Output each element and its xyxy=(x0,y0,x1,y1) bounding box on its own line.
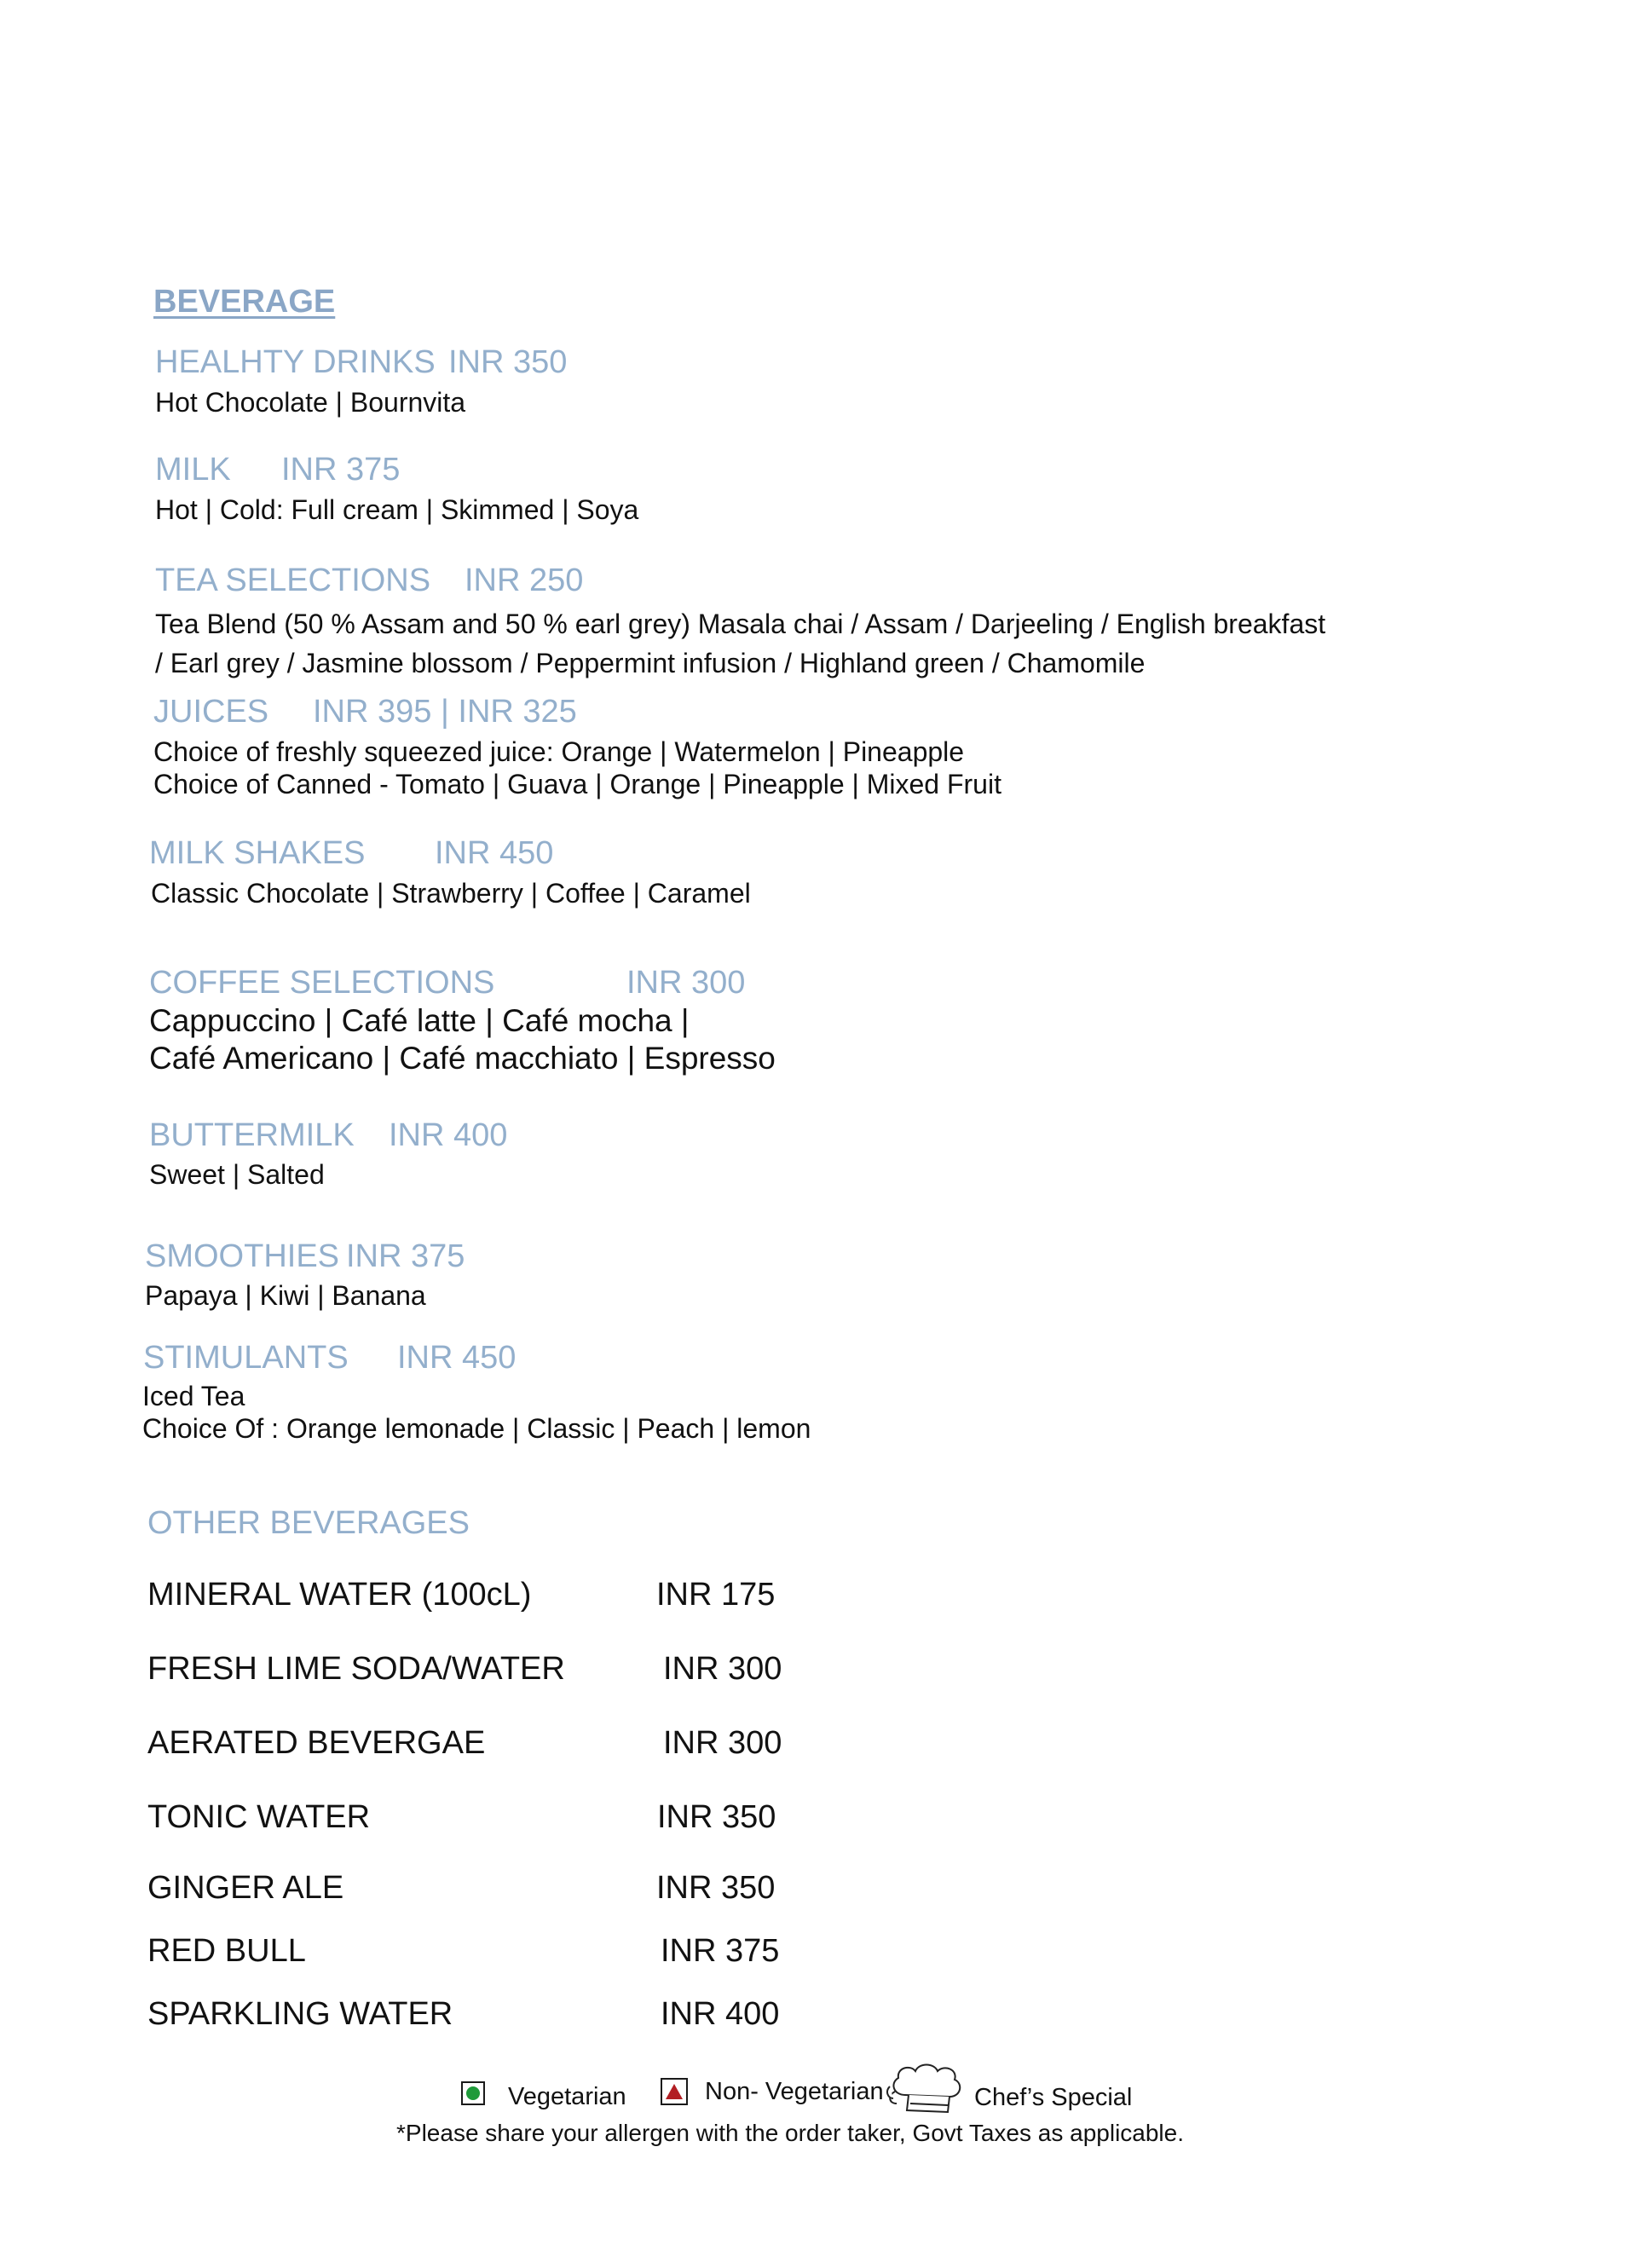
section-line: Tea Blend (50 % Assam and 50 % earl grey) Masala chai / Assam / Darjeeling / English breakfast xyxy=(155,609,1326,639)
other-item-price: INR 300 xyxy=(663,1725,782,1761)
other-item-name: FRESH LIME SODA/WATER xyxy=(147,1651,565,1687)
non-veg-triangle xyxy=(665,2083,684,2100)
section-price-coffee: INR 300 xyxy=(626,965,746,1001)
section-price-milk: INR 375 xyxy=(281,452,401,488)
section-line: Papaya | Kiwi | Banana xyxy=(145,1280,426,1311)
other-item-name: GINGER ALE xyxy=(147,1870,344,1906)
section-price-juices: INR 395 | INR 325 xyxy=(313,694,577,730)
section-line: Classic Chocolate | Strawberry | Coffee | Caramel xyxy=(151,878,751,909)
veg-dot xyxy=(466,2086,480,2100)
section-line: Choice of freshly squeezed juice: Orange | Watermelon | Pineapple xyxy=(153,736,965,767)
other-item-name: MINERAL WATER (100cL) xyxy=(147,1577,532,1613)
section-name-milk-shakes: MILK SHAKES xyxy=(149,835,366,871)
section-price-stimulants: INR 450 xyxy=(397,1340,517,1376)
allergen-note: *Please share your allergen with the order taker, Govt Taxes as applicable. xyxy=(396,2120,1184,2146)
section-name-buttermilk: BUTTERMILK xyxy=(149,1117,355,1153)
other-item-price: INR 375 xyxy=(661,1933,780,1969)
section-price-healthy-drinks: INR 350 xyxy=(448,344,568,380)
other-item-name: AERATED BEVERGAE xyxy=(147,1725,486,1761)
section-price-smoothies: INR 375 xyxy=(346,1238,465,1274)
section-line: Iced Tea xyxy=(142,1381,245,1411)
legend-chefs-special: Chef’s Special xyxy=(974,2084,1133,2111)
section-price-milk-shakes: INR 450 xyxy=(435,835,554,871)
other-item-price: INR 350 xyxy=(656,1870,776,1906)
other-item-name: SPARKLING WATER xyxy=(147,1996,453,2032)
other-item-price: INR 400 xyxy=(661,1996,780,2032)
section-name-smoothies: SMOOTHIES xyxy=(145,1238,340,1274)
section-line: Choice Of : Orange lemonade | Classic | Peach | lemon xyxy=(142,1413,811,1444)
section-name-stimulants: STIMULANTS xyxy=(143,1340,349,1376)
section-price-tea: INR 250 xyxy=(465,563,584,598)
veg-icon xyxy=(461,2081,485,2105)
menu-title: BEVERAGE xyxy=(153,284,336,320)
section-name-healthy-drinks: HEALHTY DRINKS xyxy=(155,344,436,380)
legend-vegetarian: Vegetarian xyxy=(508,2083,626,2110)
other-item-name: TONIC WATER xyxy=(147,1799,371,1835)
section-price-buttermilk: INR 400 xyxy=(389,1117,508,1153)
section-line: Choice of Canned - Tomato | Guava | Orange | Pineapple | Mixed Fruit xyxy=(153,769,1001,799)
section-line: Sweet | Salted xyxy=(149,1159,325,1190)
section-line: Café Americano | Café macchiato | Espresso xyxy=(149,1041,776,1076)
section-line: / Earl grey / Jasmine blossom / Peppermint infusion / Highland green / Chamomile xyxy=(155,648,1146,678)
other-item-name: RED BULL xyxy=(147,1933,306,1969)
section-line: Cappuccino | Café latte | Café mocha | xyxy=(149,1003,690,1038)
section-line: Hot Chocolate | Bournvita xyxy=(155,387,466,418)
other-item-price: INR 350 xyxy=(657,1799,776,1835)
other-item-price: INR 300 xyxy=(663,1651,782,1687)
section-name-coffee: COFFEE SELECTIONS xyxy=(149,965,495,1001)
other-item-price: INR 175 xyxy=(656,1577,776,1613)
non-veg-icon xyxy=(661,2078,688,2105)
chef-hat-icon xyxy=(886,2061,965,2117)
legend-non-vegetarian: Non- Vegetarian xyxy=(705,2078,884,2105)
section-name-tea: TEA SELECTIONS xyxy=(155,563,431,598)
section-name-juices: JUICES xyxy=(153,694,269,730)
other-beverages-heading: OTHER BEVERAGES xyxy=(147,1505,470,1541)
section-line: Hot | Cold: Full cream | Skimmed | Soya xyxy=(155,494,639,525)
section-name-milk: MILK xyxy=(155,452,231,488)
